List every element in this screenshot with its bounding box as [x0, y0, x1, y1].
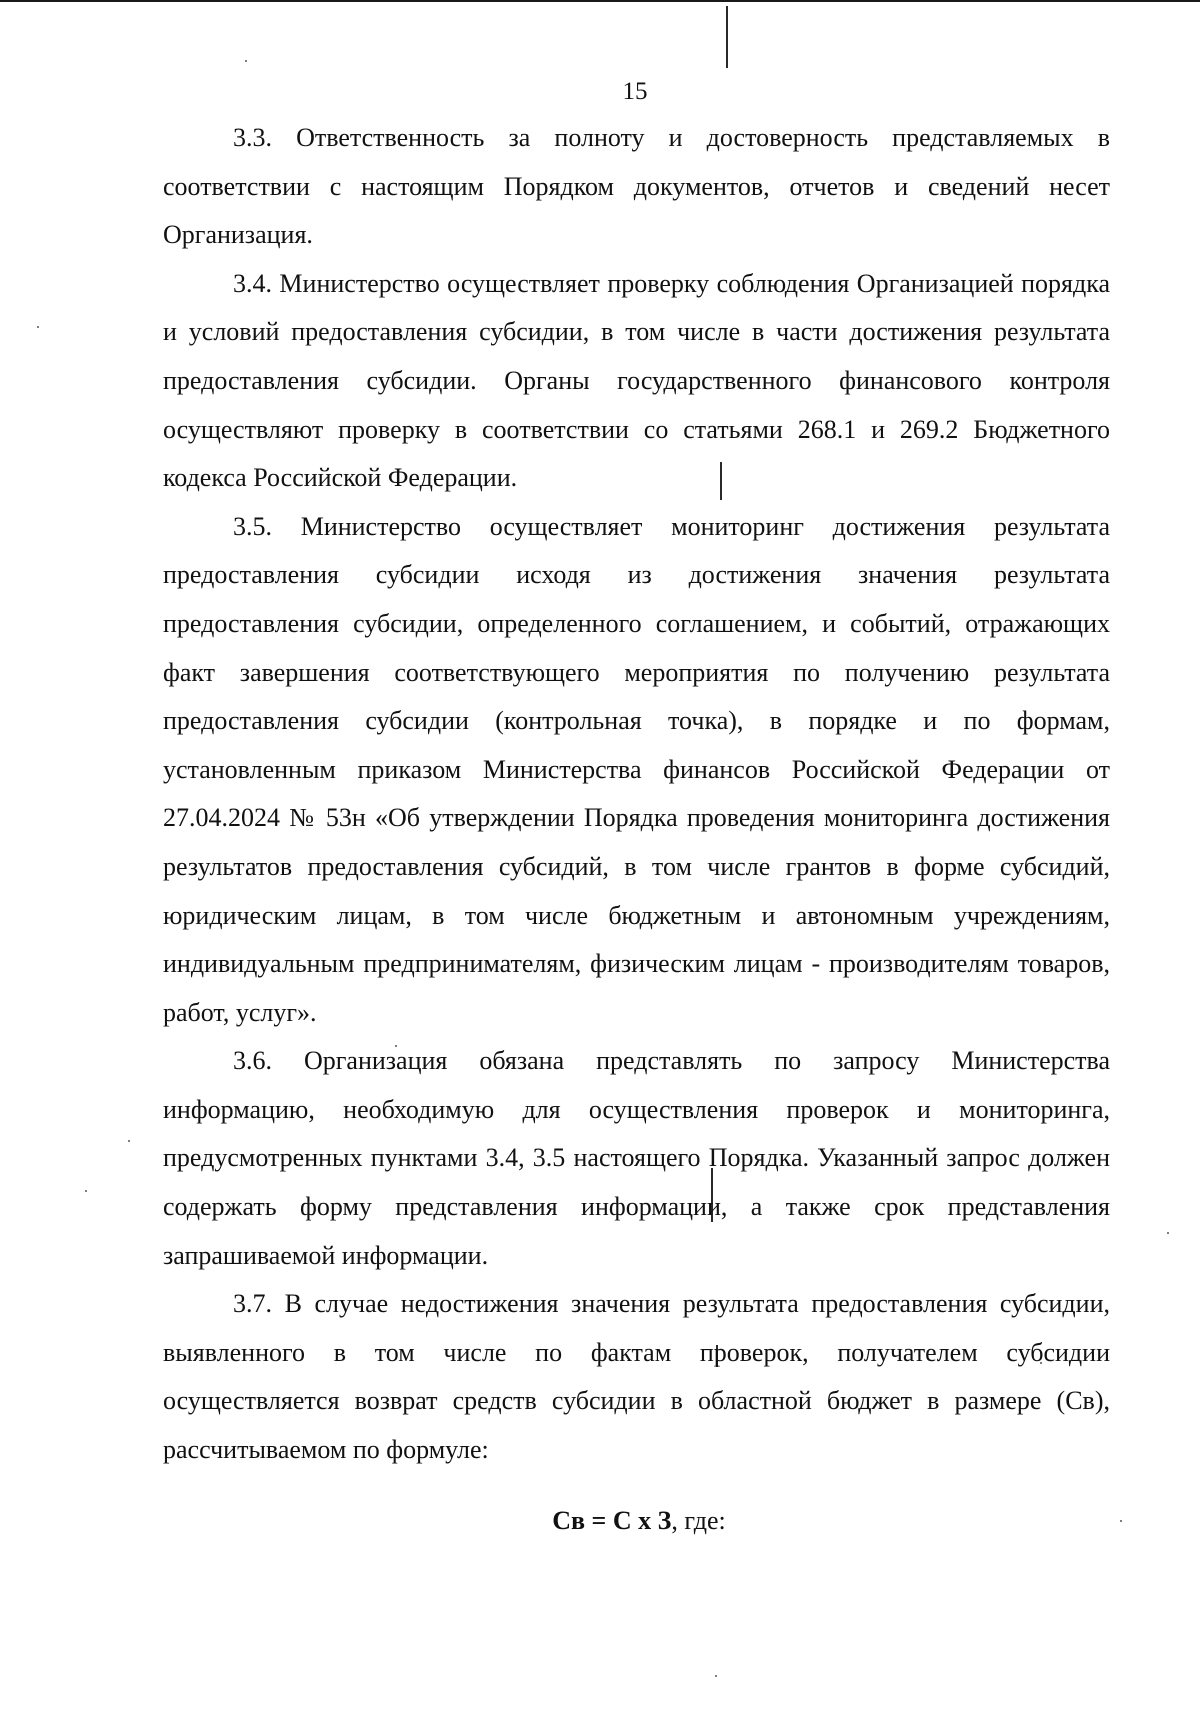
paragraph-3-6: 3.6. Организация обязана представлять по запросу Министерства информацию, необходимую для осуществления проверок и мониторинга, предусмотренных пунктами 3.4, 3.5 настоящего Порядка. Указанный запрос должен содержать форму представления информации, а также срок представления запрашиваемой информации. — [163, 1046, 1110, 1270]
formula — [163, 1497, 1110, 1546]
scan-speck — [37, 326, 39, 328]
paragraph-3-3: 3.3. Ответственность за полноту и достоверность представляемых в соответствии с настоящим Порядком документов, отчетов и сведений несет Организация. — [163, 123, 1110, 250]
formula-expression: Св = С х З — [552, 1505, 672, 1535]
page-number: 15 — [622, 78, 648, 105]
formula-suffix: , где: — [671, 1505, 726, 1535]
scan-speck — [245, 60, 247, 62]
scan-speck — [1120, 1520, 1122, 1522]
paragraph-3-4: 3.4. Министерство осуществляет проверку соблюдения Организацией порядка и условий предоставления субсидии, в том числе в части достижения результата предоставления субсидии. Органы государственного финансового контроля осуществляют проверку в соответствии со статьями 268.1 и 269.2 Бюджетного кодекса Российской Федерации. — [163, 268, 1110, 493]
scan-speck — [85, 1190, 87, 1192]
scan-speck — [1167, 1232, 1169, 1234]
scan-crease-line — [726, 6, 728, 68]
scan-speck — [715, 1675, 717, 1677]
document-body — [163, 114, 1110, 1545]
scan-top-edge — [0, 0, 1200, 2]
paragraph-3-5: 3.5. Министерство осуществляет мониторинг достижения результата предоставления субсидии исходя из достижения значения результата предоставления субсидии, определенного соглашением, и событий, отражающих факт завершения соответствующего мероприятия по получению результата предоставления субсидии (контрольная точка), в порядке и по формам, установленным приказом Министерства финансов Российской Федерации от 27.04.2024 № 53н «Об утверждении Порядка проведения мониторинга достижения результатов предоставления субсидий, в том числе грантов в форме субсидий, юридическим лицам, в том числе бюджетным и автономным учреждениям, индивидуальным предпринимателям, физическим лицам - производителям товаров, работ, услуг». — [163, 511, 1110, 1027]
paragraph-3-7: 3.7. В случае недостижения значения результата предоставления субсидии, выявленного в том числе по фактам проверок, получателем субсидии осуществляется возврат средств субсидии в областной бюджет в размере (Св), рассчитываемом по формуле: — [163, 1289, 1110, 1465]
scan-speck — [128, 1140, 130, 1142]
